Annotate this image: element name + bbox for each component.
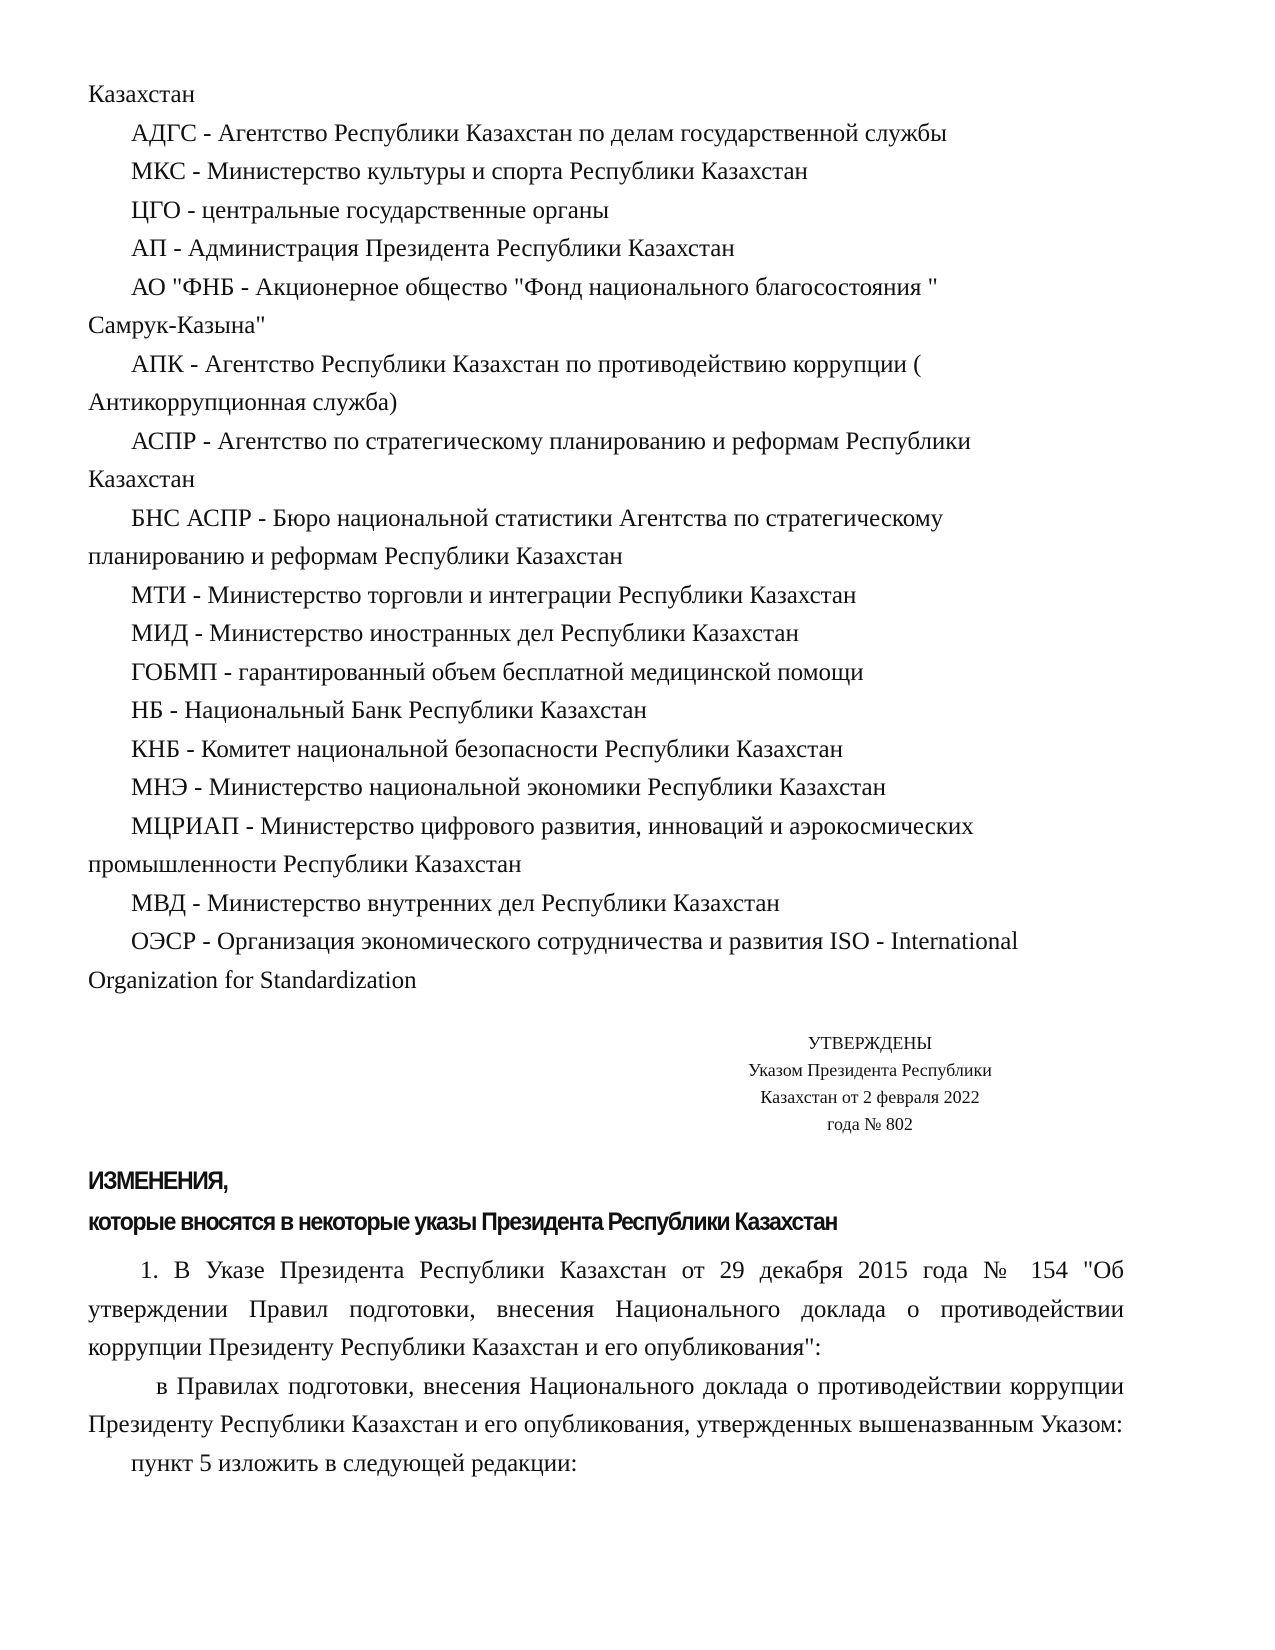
amendment-paragraph: 1. В Указе Президента Республики Казахстан от 29 декабря 2015 года № 154 "Об утверждении Правил подготовки, внесения Национального доклада о противодействии коррупции Президенту Республики Казахстан и его опубликования": [88, 1257, 1124, 1361]
abbreviation-item: НБ - Национальный Банк Республики Казахстан [131, 697, 647, 724]
abbreviation-item: МНЭ - Министерство национальной экономики Республики Казахстан [131, 774, 886, 801]
heading-subtitle: которые вносятся в некоторые указы Президента Республики Казахстан [88, 1207, 838, 1236]
approval-line: года № 802 [827, 1114, 913, 1134]
abbreviation-item: ЦГО - центральные государственные органы [131, 196, 610, 224]
abbreviation-item: МЦРИАП - Министерство цифрового развития, инноваций и аэрокосмических [131, 812, 974, 840]
abbreviation-continuation: Казахстан [88, 81, 195, 108]
approval-title: УТВЕРЖДЕНЫ [807, 1033, 933, 1053]
amendments-heading [88, 1160, 837, 1242]
abbreviations-list [88, 76, 1178, 1000]
amendment-paragraph: пункт 5 изложить в следующей редакции: [131, 1449, 578, 1477]
abbreviation-item: АДГС - Агентство Республики Казахстан по делам государственной службы [131, 119, 947, 147]
amendment-paragraph: в Правилах подготовки, внесения Национального доклада о противодействии коррупции Президенту Республики Казахстан и его опубликования, утвержденных вышеназванным Указом: [88, 1372, 1124, 1438]
abbreviation-item: БНС АСПР - Бюро национальной статистики Агентства по стратегическому [131, 504, 944, 532]
abbreviation-item: МТИ - Министерство торговли и интеграции Республики Казахстан [131, 581, 857, 609]
abbreviation-item: АПК - Агентство Республики Казахстан по противодействию коррупции ( [131, 350, 922, 378]
approval-line: Казахстан от 2 февраля 2022 [760, 1087, 980, 1107]
approval-stamp [700, 1030, 1040, 1138]
abbreviation-item: ГОБМП - гарантированный объем бесплатной медицинской помощи [131, 658, 864, 686]
abbreviation-item: АО "ФНБ - Акционерное общество "Фонд национального благосостояния " [131, 273, 938, 301]
abbreviation-item: КНБ - Комитет национальной безопасности Республики Казахстан [131, 735, 843, 763]
abbreviation-item-continuation: промышленности Республики Казахстан [88, 851, 522, 878]
heading-title: ИЗМЕНЕНИЯ, [88, 1166, 228, 1195]
abbreviation-item-continuation: Антикоррупционная служба) [88, 389, 398, 416]
abbreviation-item: АСПР - Агентство по стратегическому планированию и реформам Республики [131, 427, 971, 455]
abbreviation-item: МВД - Министерство внутренних дел Республики Казахстан [131, 889, 780, 917]
abbreviation-item: ОЭСР - Организация экономического сотрудничества и развития ISO - International [131, 928, 1019, 955]
abbreviation-item-continuation: планированию и реформам Республики Казахстан [88, 543, 623, 570]
abbreviation-item: АП - Администрация Президента Республики Казахстан [131, 235, 735, 262]
approval-line: Указом Президента Республики [748, 1060, 992, 1080]
abbreviation-item-continuation: Organization for Standardization [88, 966, 417, 994]
abbreviation-item-continuation: Казахстан [88, 466, 195, 493]
abbreviation-item-continuation: Самрук-Казына" [88, 312, 266, 339]
amendments-body [88, 1252, 1124, 1483]
abbreviation-item: МИД - Министерство иностранных дел Республики Казахстан [131, 620, 799, 647]
abbreviation-item: МКС - Министерство культуры и спорта Республики Казахстан [131, 158, 808, 185]
